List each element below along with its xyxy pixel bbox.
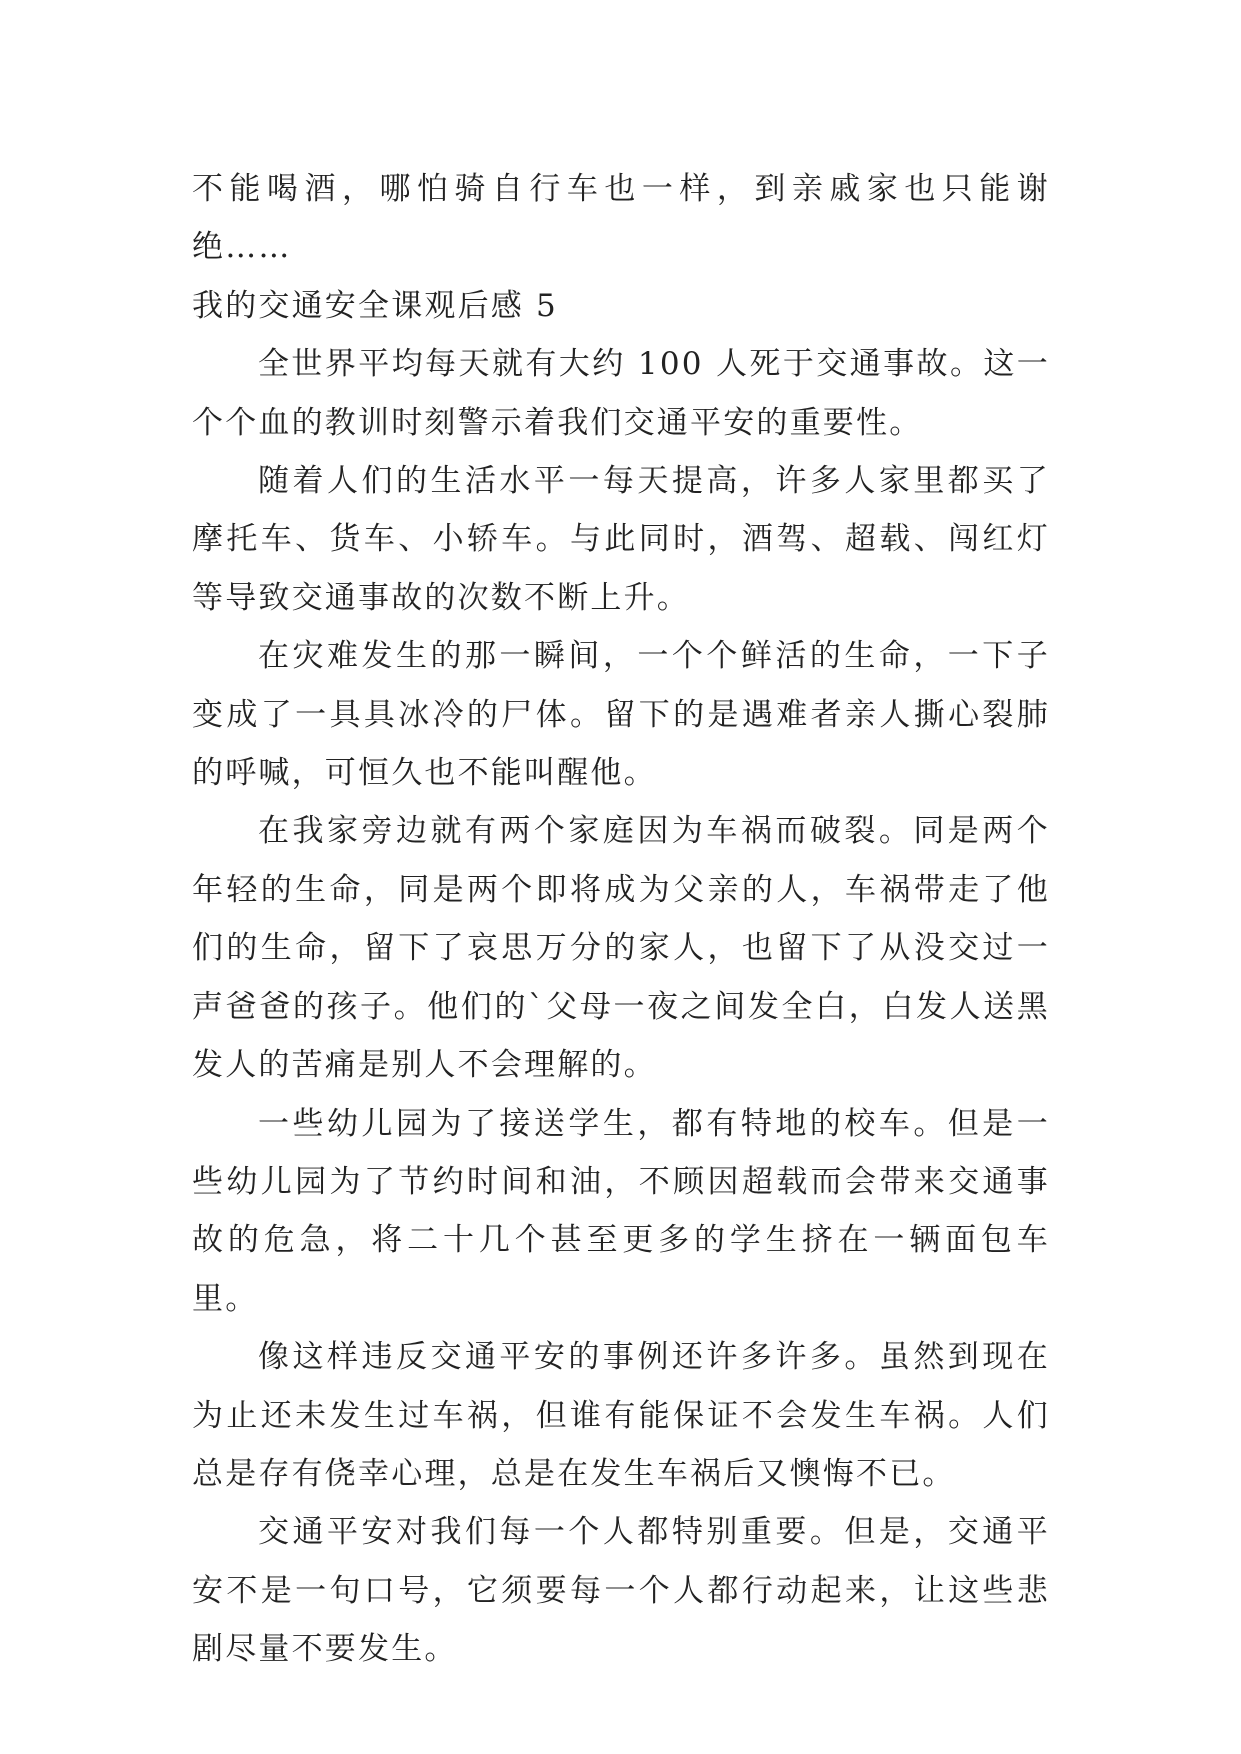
paragraph: 一些幼儿园为了接送学生，都有特地的校车。但是一些幼儿园为了节约时间和油，不顾因超载而会带来交通事故的危急，将二十几个甚至更多的学生挤在一辆面包车里。 bbox=[192, 1105, 1050, 1317]
paragraph: 像这样违反交通平安的事例还许多许多。虽然到现在为止还未发生过车祸，但谁有能保证不会发生车祸。人们总是存有侥幸心理，总是在发生车祸后又懊悔不已。 bbox=[192, 1339, 1050, 1492]
paragraph: 全世界平均每天就有大约 100 人死于交通事故。这一个个血的教训时刻警示着我们交通平安的重要性。 bbox=[192, 346, 1050, 441]
essay-heading: 我的交通安全课观后感 5 bbox=[192, 287, 558, 324]
paragraph: 在我家旁边就有两个家庭因为车祸而破裂。同是两个年轻的生命，同是两个即将成为父亲的人，车祸带走了他们的生命，留下了哀思万分的家人，也留下了从没交过一声爸爸的孩子。他们的`父母一夜之间发全白，白发人送黑发人的苦痛是别人不会理解的。 bbox=[192, 813, 1050, 1084]
paragraph: 在灾难发生的那一瞬间，一个个鲜活的生命，一下子变成了一具具冰冷的尸体。留下的是遇难者亲人撕心裂肺的呼喊，可恒久也不能叫醒他。 bbox=[192, 638, 1050, 792]
paragraph: 随着人们的生活水平一每天提高，许多人家里都买了摩托车、货车、小轿车。与此同时，酒驾、超载、闯红灯等导致交通事故的次数不断上升。 bbox=[192, 463, 1050, 616]
continuation-line: 不能喝酒，哪怕骑自行车也一样，到亲戚家也只能谢绝…… bbox=[192, 171, 1050, 266]
paragraph: 交通平安对我们每一个人都特别重要。但是，交通平安不是一句口号，它须要每一个人都行动起来，让这些悲剧尽量不要发生。 bbox=[192, 1514, 1050, 1668]
document-body bbox=[192, 160, 1050, 1679]
